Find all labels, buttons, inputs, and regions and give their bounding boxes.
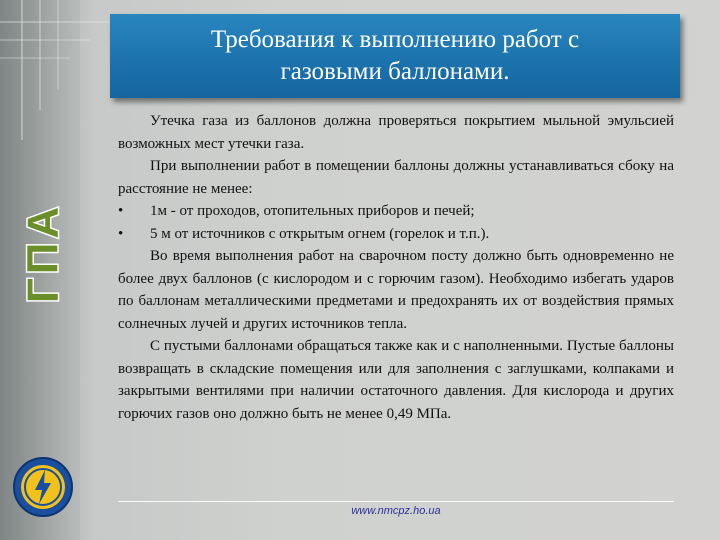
decorative-lines <box>0 0 110 140</box>
bullet-icon: • <box>118 225 124 242</box>
page-title: Требования к выполнению работ с газовыми баллонами. <box>210 26 580 85</box>
paragraph: При выполнении работ в помещении баллоны должны устанавливаться сбоку на расстояние не менее: <box>118 158 674 197</box>
vertical-title <box>18 178 68 328</box>
lightning-badge-icon <box>12 456 74 518</box>
paragraph: С пустыми баллонами обращаться также как и с наполненными. Пустые баллоны возвращать в складские помещения или для заполнения с заглушками, колпаками и закрытыми вентилями при наличии остаточного давления. Для кислорода и других горючих газов оно должно быть не менее 0,49 МПа. <box>118 338 674 422</box>
footer-link[interactable]: www.nmcpz.ho.ua <box>351 505 441 517</box>
title-banner <box>110 14 680 98</box>
body-text <box>118 110 674 425</box>
paragraph: Во время выполнения работ на сварочном посту должно быть одновременно не более двух баллонов (с кислородом и с горючим газом). Необходимо избегать ударов по баллонам металлическими предметами и предохранять их от воздействия прямых солнечных лучей и других источников тепла. <box>118 248 674 332</box>
list-item <box>118 200 674 223</box>
bullet-text: 5 м от источников с открытым огнем (горелок и т.п.). <box>150 225 490 242</box>
list-item <box>118 223 674 246</box>
bullet-icon: • <box>118 203 124 219</box>
paragraph: Утечка газа из баллонов должна проверяться покрытием мыльной эмульсией возможных мест утечки газа. <box>118 113 674 152</box>
vertical-title-text: ГПА <box>18 202 68 304</box>
footer-divider <box>118 501 674 502</box>
bullet-text: 1м - от проходов, отопительных приборов и печей; <box>150 203 475 219</box>
